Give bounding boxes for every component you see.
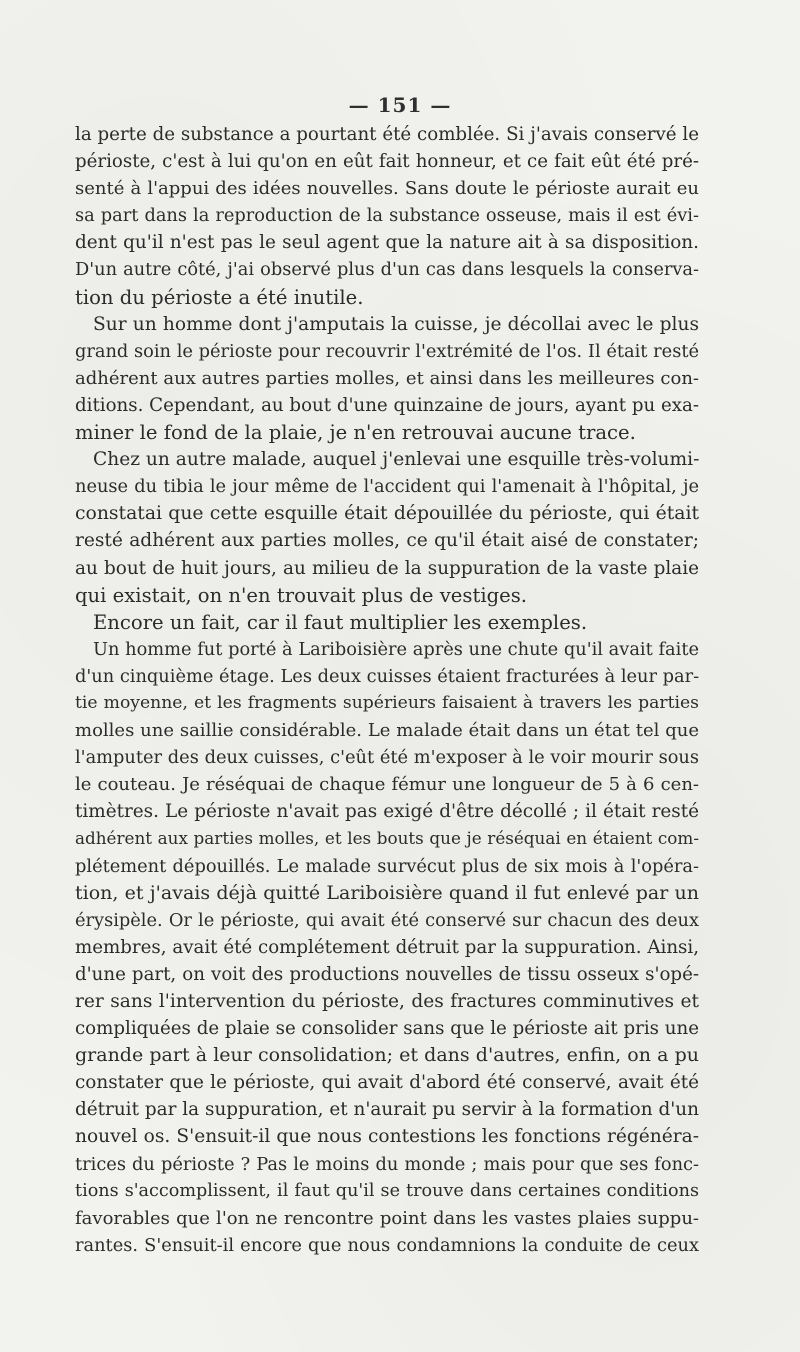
text-line: d'un cinquième étage. Les deux cuisses étaient fracturées à leur par- xyxy=(75,665,699,687)
text-line: tion du périoste a été inutile. xyxy=(75,285,364,309)
text-line: la perte de substance a pourtant été comblée. Si j'avais conservé le xyxy=(75,124,699,145)
text-line: tions s'accomplissent, il faut qu'il se trouve dans certaines conditions xyxy=(75,1180,699,1201)
text-line: senté à l'appui des idées nouvelles. Sans doute le périoste aurait eu xyxy=(75,178,699,200)
text-line: tion, et j'avais déjà quitté Lariboisière quand il fut enlevé par un xyxy=(75,881,699,904)
text-line: resté adhérent aux parties molles, ce qu'il était aisé de constater; xyxy=(75,530,699,552)
text-line: détruit par la suppuration, et n'aurait pu servir à la formation d'un xyxy=(75,1099,699,1121)
page-number: — 151 — xyxy=(348,93,452,117)
text-line: le couteau. Je réséquai de chaque fémur une longueur de 5 à 6 cen- xyxy=(75,774,699,796)
text-line: favorables que l'on ne rencontre point dans les vastes plaies suppu- xyxy=(75,1207,699,1229)
text-line: miner le fond de la plaie, je n'en retrouvai aucune trace. xyxy=(75,421,636,445)
text-line: molles une saillie considérable. Le malade était dans un état tel que xyxy=(75,720,699,742)
text-line: grand soin le périoste pour recouvrir l'extrémité de l'os. Il était resté xyxy=(75,340,699,362)
text-line: constatai que cette esquille était dépouillée du périoste, qui était xyxy=(75,503,699,525)
text-line: timètres. Le périoste n'avait pas exigé d'être décollé ; il était resté xyxy=(75,801,699,823)
text-line: rantes. S'ensuit-il encore que nous condamnions la conduite de ceux xyxy=(75,1234,699,1256)
text-line: qui existait, on n'en trouvait plus de vestiges. xyxy=(75,583,528,607)
text-line: au bout de huit jours, au milieu de la suppuration de la vaste plaie xyxy=(75,557,699,579)
text-line: dent qu'il n'est pas le seul agent que la nature ait à sa disposition. xyxy=(75,232,699,254)
text-line: membres, avait été complétement détruit par la suppuration. Ainsi, xyxy=(75,936,699,958)
text-line: ditions. Cependant, au bout d'une quinzaine de jours, ayant pu exa- xyxy=(75,394,699,416)
text-line: d'une part, on voit des productions nouvelles de tissu osseux s'opé- xyxy=(75,963,699,985)
text-line: Un homme fut porté à Lariboisière après une chute qu'il avait faite xyxy=(93,638,699,660)
text-line: érysipèle. Or le périoste, qui avait été conservé sur chacun des deux xyxy=(75,909,699,931)
text-line: Sur un homme dont j'amputais la cuisse, je décollai avec le plus xyxy=(93,313,699,335)
text-line: adhérent aux parties molles, et les bouts que je réséquai en étaient com- xyxy=(75,828,699,849)
text-line: nouvel os. S'ensuit-il que nous contestions les fonctions régénéra- xyxy=(75,1126,699,1148)
text-line: rer sans l'intervention du périoste, des fractures comminutives et xyxy=(75,991,699,1012)
text-line: trices du périoste ? Pas le moins du monde ; mais pour que ses fonc- xyxy=(75,1153,699,1175)
text-line: adhérent aux autres parties molles, et ainsi dans les meilleures con- xyxy=(75,367,699,389)
text-line: grande part à leur consolidation; et dans d'autres, enfin, on a pu xyxy=(75,1044,699,1067)
text-line: D'un autre côté, j'ai observé plus d'un cas dans lesquels la conserva- xyxy=(75,259,699,281)
text-line: tie moyenne, et les fragments supérieurs faisaient à travers les parties xyxy=(75,692,699,713)
text-line: Encore un fait, car il faut multiplier les exemples. xyxy=(93,610,588,634)
text-line: sa part dans la reproduction de la substance osseuse, mais il est évi- xyxy=(75,205,699,227)
body-text xyxy=(75,121,699,1259)
text-line: neuse du tibia le jour même de l'accident qui l'amenait à l'hôpital, je xyxy=(75,476,699,498)
text-line: l'amputer des deux cuisses, c'eût été m'exposer à le voir mourir sous xyxy=(75,747,699,769)
text-line: Chez un autre malade, auquel j'enlevai une esquille très-volumi- xyxy=(93,449,699,471)
text-line: constater que le périoste, qui avait d'abord été conservé, avait été xyxy=(75,1072,699,1094)
text-line: périoste, c'est à lui qu'on en eût fait honneur, et ce fait eût été pré- xyxy=(75,151,699,173)
text-line: plétement dépouillés. Le malade survécut plus de six mois à l'opéra- xyxy=(75,855,699,877)
text-line: compliquées de plaie se consolider sans que le périoste ait pris une xyxy=(75,1018,699,1040)
